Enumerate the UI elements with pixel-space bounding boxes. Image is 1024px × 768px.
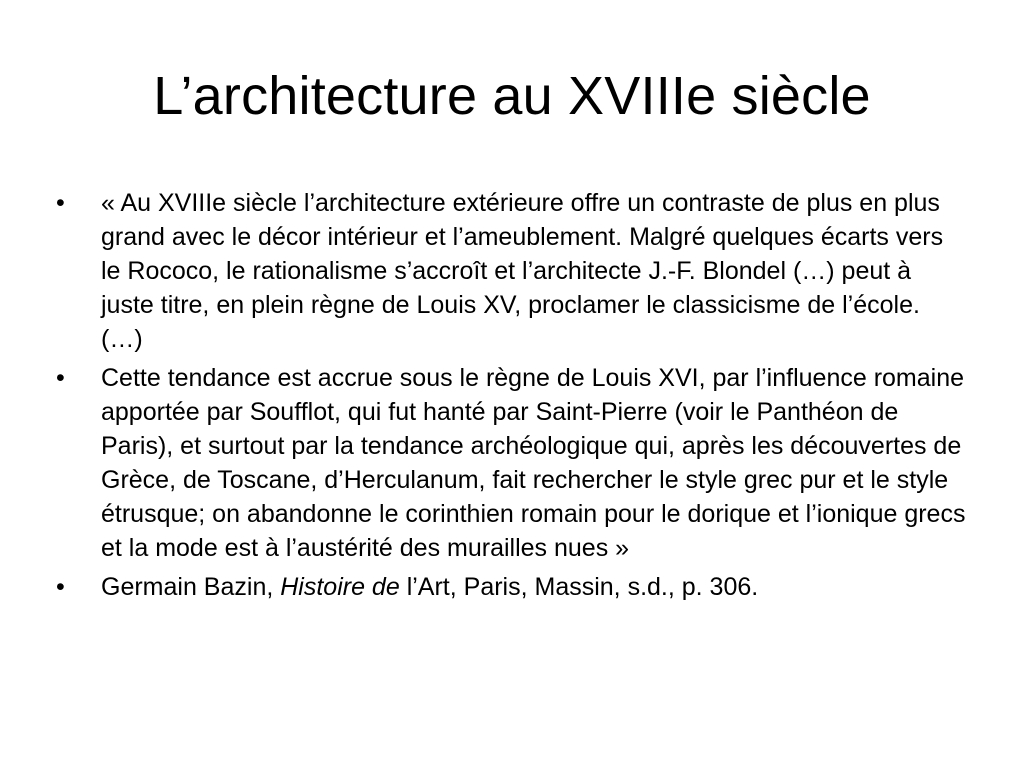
bullet-text: Cette tendance est accrue sous le règne de Louis XVI, par l’influence romaine apportée par Soufflot, qui fut hanté par Saint-Pierre (voir le Panthéon de Paris), et surtout par la tendance archéologique qui, après les découvertes de Grèce, de Toscane, d’Herculanum, fait rechercher le style grec pur et le style étrusque; on abandonne le corinthien romain pour le dorique et l’ionique grecs et la mode est à l’austérité des murailles nues » xyxy=(101,364,966,562)
bullet-item-quote-2 xyxy=(56,361,966,565)
citation-book-title: Histoire de xyxy=(280,573,400,601)
bullet-item-citation xyxy=(56,570,966,604)
bullet-marker: • xyxy=(56,573,65,601)
citation-details: l’Art, Paris, Massin, s.d., p. 306. xyxy=(399,573,759,601)
slide-title: L’architecture au XVIIIe siècle xyxy=(153,66,871,126)
citation-author: Germain Bazin, xyxy=(101,573,281,601)
bullet-marker: • xyxy=(56,189,65,217)
bullet-item-quote-1 xyxy=(56,186,966,356)
bullet-list xyxy=(56,186,966,609)
bullet-marker: • xyxy=(56,364,65,392)
bullet-text: « Au XVIIIe siècle l’architecture extérieure offre un contraste de plus en plus grand avec le décor intérieur et l’ameublement. Malgré quelques écarts vers le Rococo, le rationalisme s’accroît et l’architecte J.-F. Blondel (…) peut à juste titre, en plein règne de Louis XV, proclamer le classicisme de l’école. (…) xyxy=(101,189,944,353)
